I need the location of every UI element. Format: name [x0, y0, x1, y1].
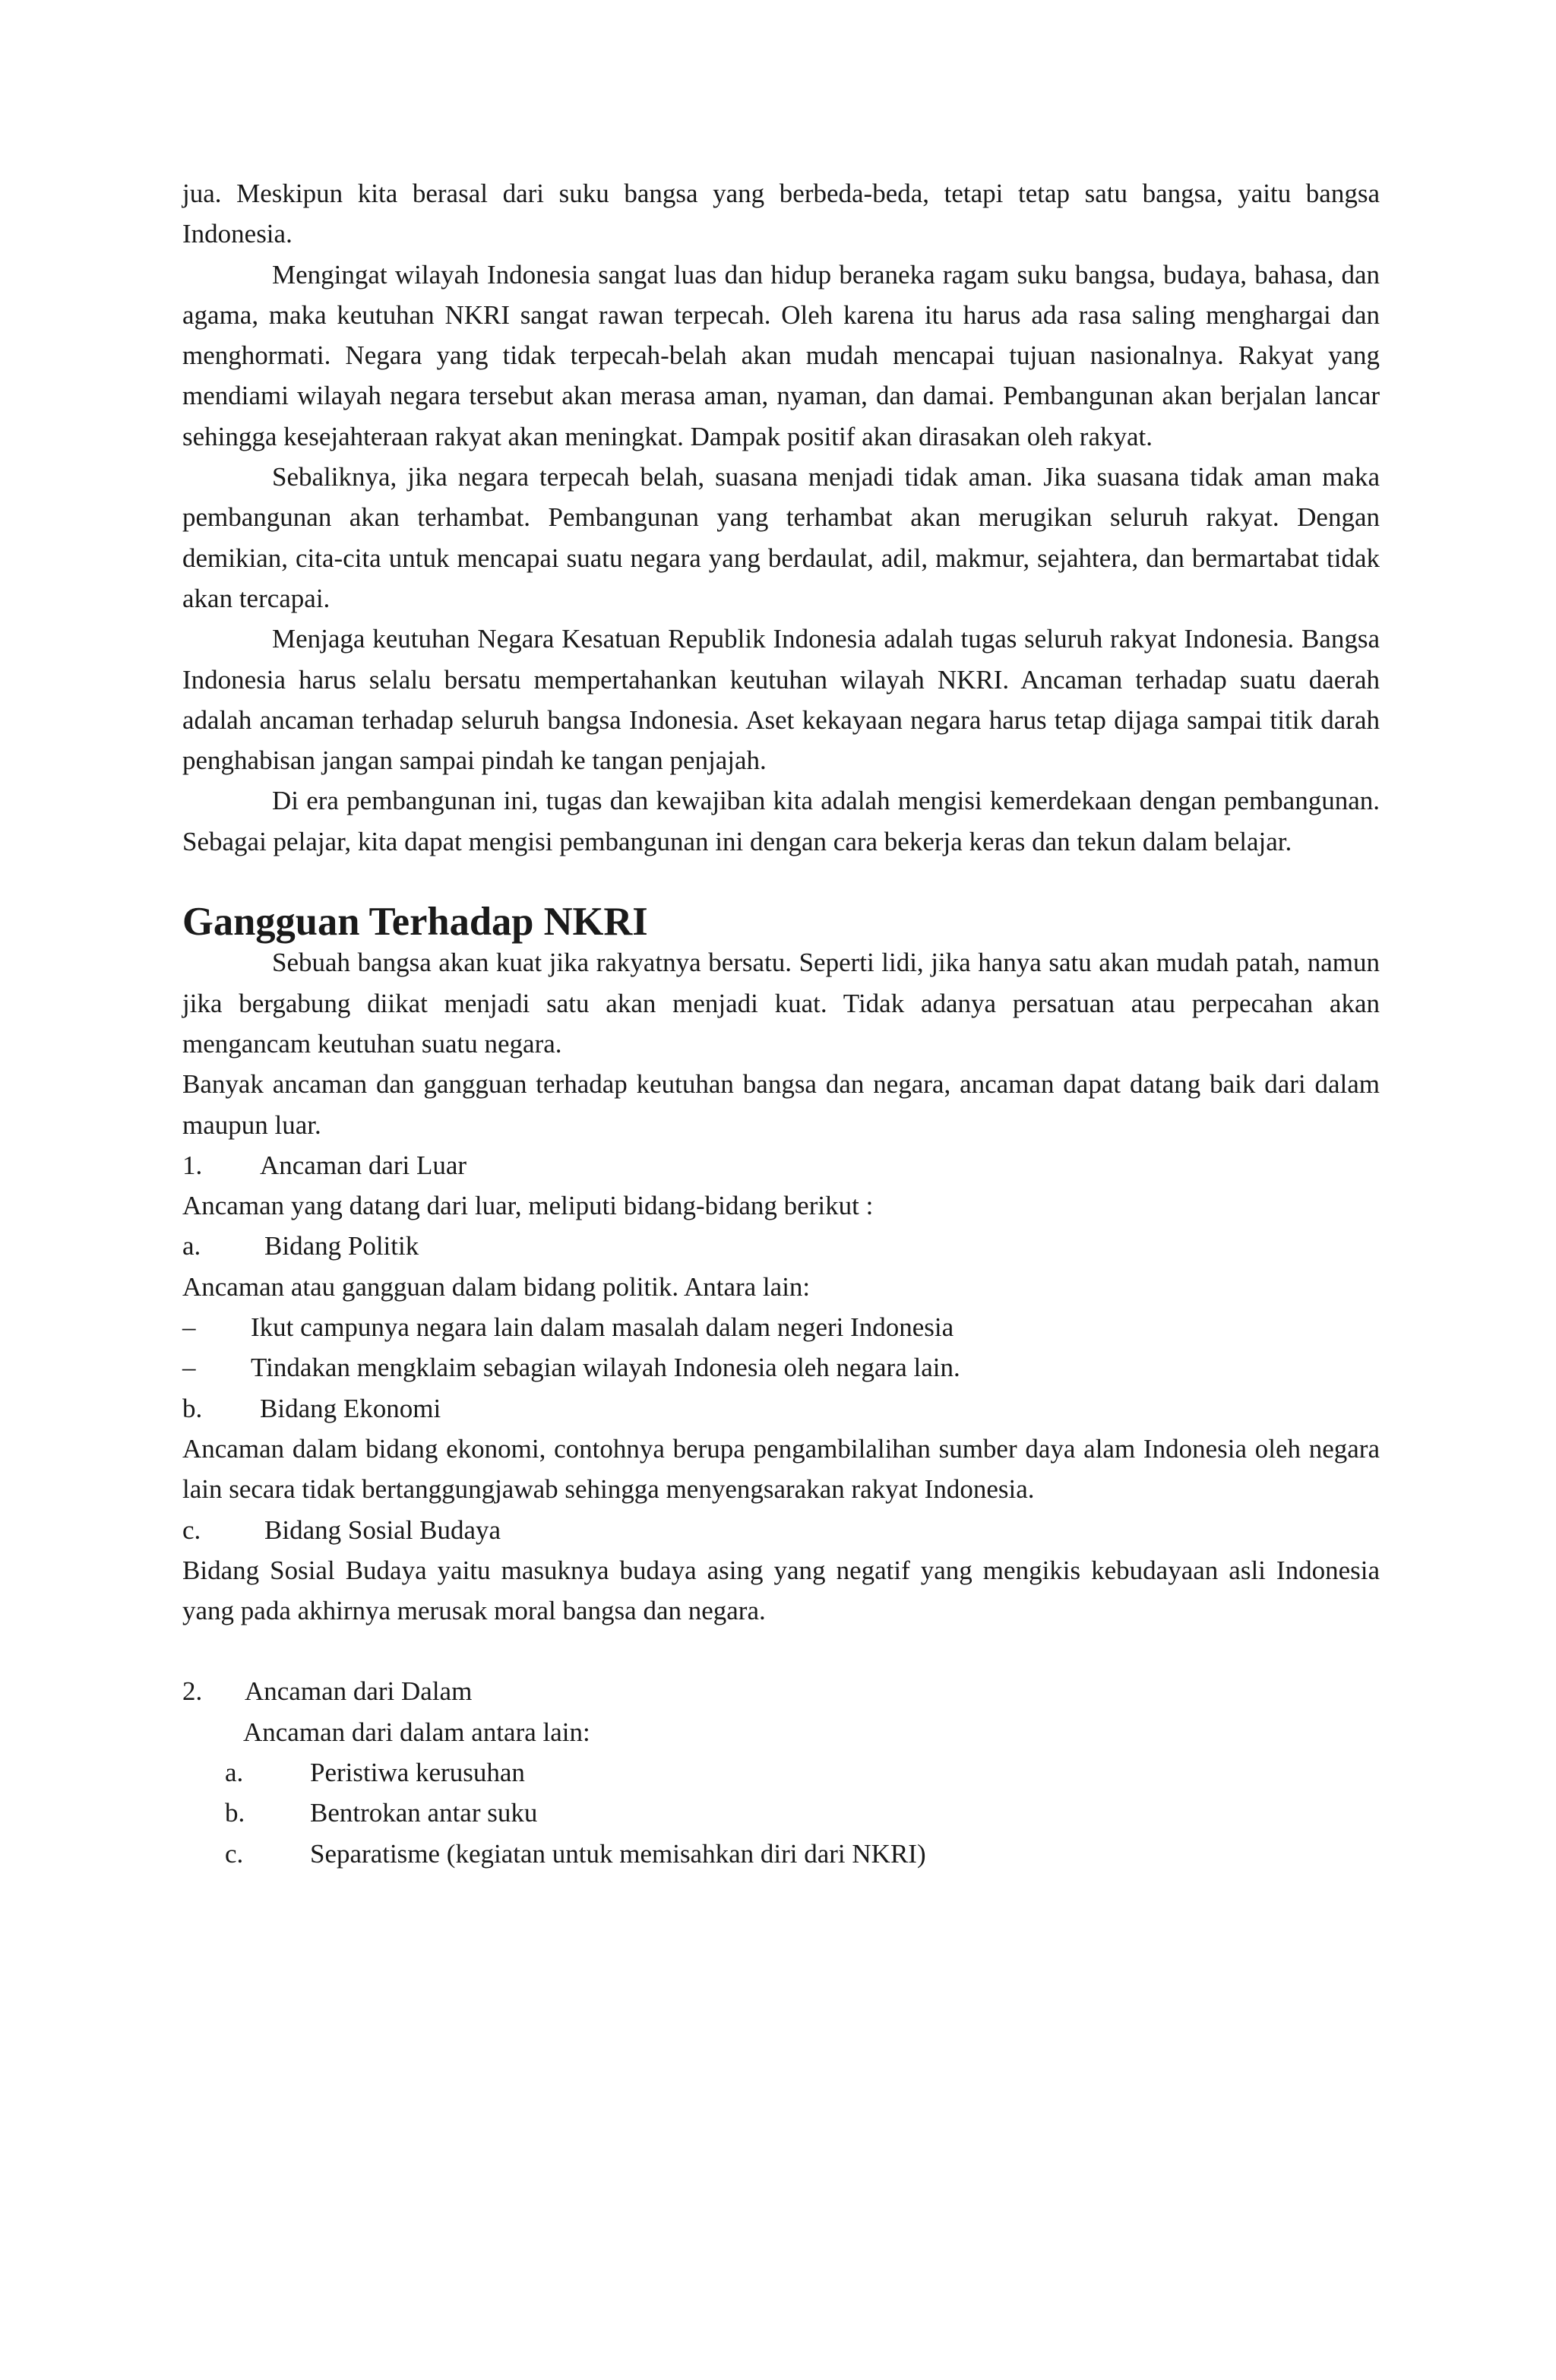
list-title: Bidang Sosial Budaya [264, 1514, 501, 1545]
ancaman-luar-intro: Ancaman yang datang dari luar, meliputi bidang-bidang berikut : [182, 1191, 874, 1221]
intro-paragraph-1: jua. Meskipun kita berasal dari suku bangsa yang berbeda-beda, tetapi tetap satu bangsa, yaitu bangsa Indonesia. [182, 179, 1380, 249]
list-item-bidang-sosial-budaya [182, 1510, 1380, 1550]
list-title: Bidang Politik [264, 1231, 419, 1261]
sub-list-text: Bentrokan antar suku [310, 1798, 538, 1828]
document-page [182, 173, 1380, 1874]
list-letter: b. [182, 1393, 203, 1423]
list-letter: a. [225, 1757, 244, 1787]
dash-item-text: Tindakan mengklaim sebagian wilayah Indonesia oleh negara lain. [251, 1353, 960, 1383]
ekonomi-text: Ancaman dalam bidang ekonomi, contohnya berupa pengambilalihan sumber daya alam Indonesia oleh negara lain secara tidak bertanggungjawab sehingga menyengsarakan rakyat Indonesia. [182, 1433, 1380, 1505]
politik-intro: Ancaman atau gangguan dalam bidang politik. Antara lain: [182, 1271, 811, 1302]
sub-list-item [182, 1793, 1380, 1833]
intro-paragraph-4: Menjaga keutuhan Negara Kesatuan Republik Indonesia adalah tugas seluruh rakyat Indonesia. Bangsa Indonesia harus selalu bersatu mempertahankan keutuhan wilayah NKRI. Ancaman terhadap suatu daerah adalah ancaman terhadap seluruh bangsa Indonesia. Aset kekayaan negara harus tetap dijaga sampai titik darah penghabisan jangan sampai pindah ke tangan penjajah. [182, 624, 1380, 776]
list-letter: b. [225, 1798, 245, 1828]
list-title: Ancaman dari Dalam [245, 1676, 473, 1707]
dash-marker: – [182, 1312, 196, 1343]
list-item-ancaman-luar [182, 1145, 1380, 1185]
sub-list-item [182, 1834, 1380, 1874]
section-spacer [182, 862, 1380, 902]
list-letter: a. [182, 1231, 201, 1261]
intro-paragraph-3: Sebaliknya, jika negara terpecah belah, suasana menjadi tidak aman. Jika suasana tidak aman maka pembangunan akan terhambat. Pembangunan yang terhambat akan merugikan seluruh rakyat. Dengan demikian, cita-cita untuk mencapai suatu negara yang berdaulat, adil, makmur, sejahtera, dan bermartabat tidak akan tercapai. [182, 462, 1380, 613]
list-title: Ancaman dari Luar [260, 1150, 467, 1180]
sosial-budaya-text: Bidang Sosial Budaya yaitu masuknya budaya asing yang negatif yang mengikis kebudayaan asli Indonesia yang pada akhirnya merusak moral bangsa dan negara. [182, 1555, 1380, 1626]
list-number: 1. [182, 1150, 203, 1180]
section-heading: Gangguan Terhadap NKRI [182, 900, 648, 945]
intro-paragraph-5: Di era pembangunan ini, tugas dan kewajiban kita adalah mengisi kemerdekaan dengan pembangunan. Sebagai pelajar, kita dapat mengisi pembangunan ini dengan cara bekerja keras dan tekun dalam belajar. [182, 786, 1380, 856]
list-item-bidang-ekonomi [182, 1388, 1380, 1429]
sub-list-item [182, 1752, 1380, 1793]
dash-marker: – [182, 1353, 196, 1383]
section-spacer [182, 1631, 1380, 1671]
section-paragraph-1: Sebuah bangsa akan kuat jika rakyatnya bersatu. Seperti lidi, jika hanya satu akan mudah patah, namun jika bergabung diikat menjadi satu akan menjadi kuat. Tidak adanya persatuan atau perpecahan akan mengancam keutuhan suatu negara. [182, 948, 1380, 1059]
dash-item [182, 1307, 1380, 1347]
list-number: 2. [182, 1676, 203, 1707]
dash-item-text: Ikut campunya negara lain dalam masalah dalam negeri Indonesia [251, 1312, 954, 1343]
intro-paragraph-2: Mengingat wilayah Indonesia sangat luas dan hidup beraneka ragam suku bangsa, budaya, bahasa, dan agama, maka keutuhan NKRI sangat rawan terpecah. Oleh karena itu harus ada rasa saling menghargai dan menghormati. Negara yang tidak terpecah-belah akan mudah mencapai tujuan nasionalnya. Rakyat yang mendiami wilayah negara tersebut akan merasa aman, nyaman, dan damai. Pembangunan akan berjalan lancar sehingga kesejahteraan rakyat akan meningkat. Dampak positif akan dirasakan oleh rakyat. [182, 259, 1380, 451]
section-paragraph-2: Banyak ancaman dan gangguan terhadap keutuhan bangsa dan negara, ancaman dapat datang baik dari dalam maupun luar. [182, 1069, 1380, 1140]
list-title: Bidang Ekonomi [260, 1393, 441, 1423]
ancaman-dalam-intro: Ancaman dari dalam antara lain: [243, 1717, 590, 1747]
dash-item [182, 1347, 1380, 1388]
list-item-bidang-politik [182, 1226, 1380, 1266]
sub-list-text: Separatisme (kegiatan untuk memisahkan diri dari NKRI) [310, 1838, 926, 1869]
sub-list-text: Peristiwa kerusuhan [310, 1757, 525, 1787]
list-letter: c. [225, 1838, 244, 1869]
list-letter: c. [182, 1514, 201, 1545]
list-item-ancaman-dalam [182, 1671, 1380, 1711]
